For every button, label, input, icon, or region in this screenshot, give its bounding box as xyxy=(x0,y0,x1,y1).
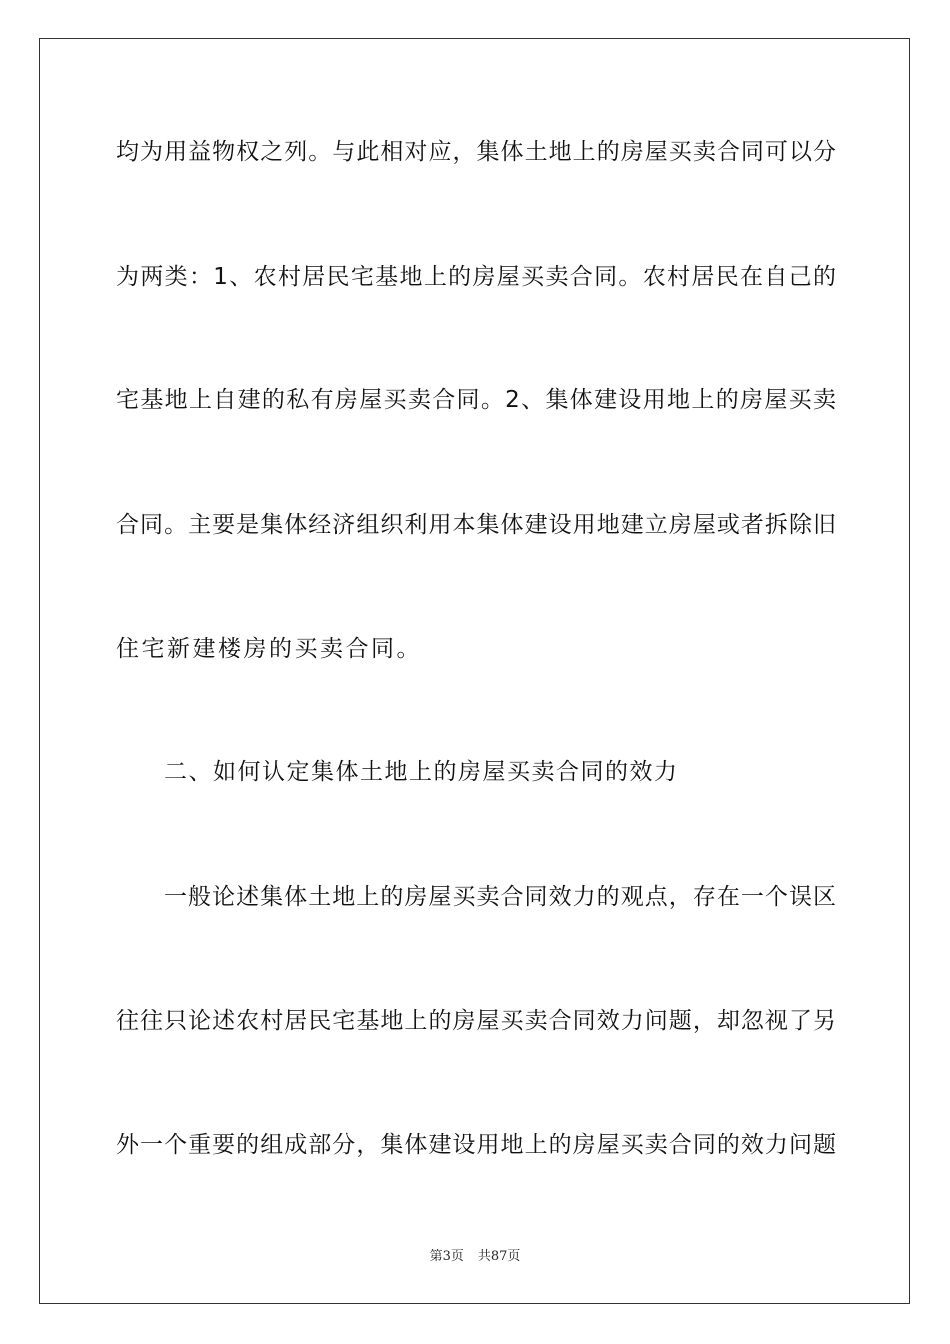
body-text-line: 外一个重要的组成部分，集体建设用地上的房屋买卖合同的效力问题 xyxy=(116,1132,836,1158)
section-heading: 二、如何认定集体土地上的房屋买卖合同的效力 xyxy=(164,759,679,785)
body-text-line: 宅基地上自建的私有房屋买卖合同。2、集体建设用地上的房屋买卖 xyxy=(116,387,836,413)
body-text-line: 一般论述集体土地上的房屋买卖合同效力的观点，存在一个误区 xyxy=(164,884,836,910)
page-frame xyxy=(39,38,910,1304)
page-number: 第3页 xyxy=(429,1249,464,1264)
body-text-line: 往往只论述农村居民宅基地上的房屋买卖合同效力问题，却忽视了另 xyxy=(116,1008,836,1034)
body-text-line: 均为用益物权之列。与此相对应，集体土地上的房屋买卖合同可以分 xyxy=(116,139,836,165)
page-total: 共87页 xyxy=(477,1249,521,1264)
body-text-line: 住宅新建楼房的买卖合同。 xyxy=(116,636,422,662)
body-text-line: 为两类：1、农村居民宅基地上的房屋买卖合同。农村居民在自己的 xyxy=(116,264,836,290)
body-text-line: 合同。主要是集体经济组织利用本集体建设用地建立房屋或者拆除旧 xyxy=(116,512,836,538)
page-footer xyxy=(0,1248,950,1266)
